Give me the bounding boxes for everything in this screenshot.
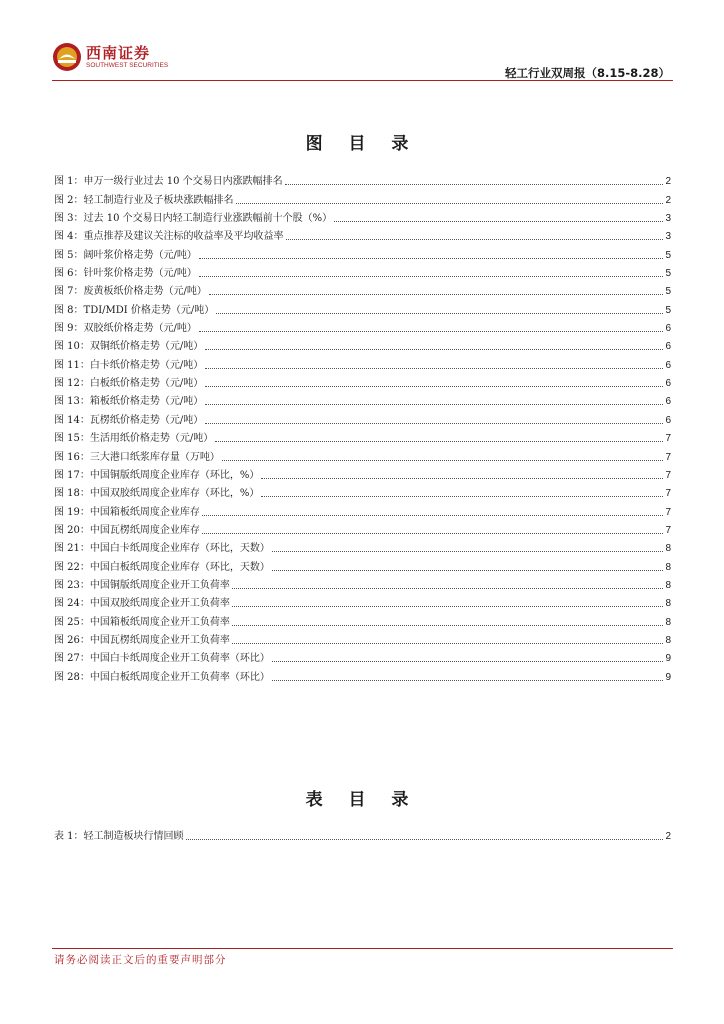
- toc-entry[interactable]: [54, 280, 671, 298]
- toc-dot-leader: [272, 570, 664, 571]
- toc-entry-page[interactable]: 2: [665, 176, 671, 188]
- toc-entry-label[interactable]: 图 12：白板纸价格走势（元/吨）: [54, 378, 204, 390]
- toc-entry[interactable]: [54, 243, 671, 261]
- toc-entry-page[interactable]: 6: [665, 414, 671, 426]
- page-header: [0, 0, 724, 84]
- toc-dot-leader: [334, 221, 663, 222]
- toc-entry[interactable]: [54, 500, 671, 518]
- toc-entry-label[interactable]: 图 15：生活用纸价格走势（元/吨）: [54, 433, 214, 445]
- toc-entry[interactable]: [54, 629, 671, 647]
- toc-entry-page[interactable]: 6: [665, 359, 671, 371]
- toc-entry-label[interactable]: 图 2：轻工制造行业及子板块涨跌幅排名: [54, 194, 234, 206]
- toc-entry[interactable]: [54, 335, 671, 353]
- logo-mark-icon: [52, 42, 82, 72]
- toc-entry-page[interactable]: 6: [665, 323, 671, 335]
- toc-entry-label[interactable]: 图 21：中国白卡纸周度企业库存（环比，天数）: [54, 543, 270, 555]
- toc-entry[interactable]: [54, 298, 671, 316]
- table-toc-list: [54, 825, 671, 843]
- toc-entry[interactable]: [54, 647, 671, 665]
- toc-entry-label[interactable]: 图 11：白卡纸价格走势（元/吨）: [54, 359, 204, 371]
- header-divider: [52, 80, 673, 81]
- toc-entry-page[interactable]: 6: [665, 378, 671, 390]
- toc-dot-leader: [232, 588, 664, 589]
- report-title: 轻工行业双周报（8.15-8.28）: [504, 66, 670, 80]
- toc-entry-page[interactable]: 8: [665, 598, 671, 610]
- toc-entry-label[interactable]: 图 26：中国瓦楞纸周度企业开工负荷率: [54, 634, 230, 646]
- toc-dot-leader: [222, 460, 664, 461]
- toc-dot-leader: [236, 203, 664, 204]
- toc-entry[interactable]: [54, 317, 671, 335]
- toc-entry-page[interactable]: 5: [665, 268, 671, 280]
- footer-disclaimer: 请务必阅读正文后的重要声明部分: [54, 954, 227, 966]
- toc-entry[interactable]: [54, 665, 671, 683]
- toc-entry[interactable]: [54, 262, 671, 280]
- toc-dot-leader: [261, 496, 663, 497]
- toc-entry-page[interactable]: 6: [665, 396, 671, 408]
- toc-entry-page[interactable]: 7: [665, 469, 671, 481]
- toc-entry[interactable]: [54, 372, 671, 390]
- toc-entry-page[interactable]: 5: [665, 249, 671, 261]
- toc-entry[interactable]: [54, 427, 671, 445]
- toc-dot-leader: [199, 276, 664, 277]
- toc-entry-label[interactable]: 图 13：箱板纸价格走势（元/吨）: [54, 396, 204, 408]
- toc-entry-page[interactable]: 8: [665, 543, 671, 555]
- toc-entry-label[interactable]: 图 8：TDI/MDI 价格走势（元/吨）: [54, 304, 215, 316]
- toc-entry-label[interactable]: 图 20：中国瓦楞纸周度企业库存: [54, 524, 200, 536]
- toc-entry-label[interactable]: 图 16：三大港口纸浆库存量（万吨）: [54, 451, 220, 463]
- toc-entry-page[interactable]: 5: [665, 304, 671, 316]
- toc-entry-label[interactable]: 图 28：中国白板纸周度企业开工负荷率（环比）: [54, 671, 270, 683]
- toc-dot-leader: [205, 404, 663, 405]
- toc-entry[interactable]: [54, 825, 671, 843]
- toc-dot-leader: [286, 239, 664, 240]
- toc-entry-page[interactable]: 8: [665, 561, 671, 573]
- toc-entry[interactable]: [54, 170, 671, 188]
- toc-entry-page[interactable]: 7: [665, 488, 671, 500]
- toc-entry-page[interactable]: 9: [665, 653, 671, 665]
- toc-entry[interactable]: [54, 610, 671, 628]
- toc-entry-page[interactable]: 8: [665, 579, 671, 591]
- toc-entry-label[interactable]: 图 17：中国铜版纸周度企业库存（环比，%）: [54, 469, 260, 481]
- toc-entry[interactable]: [54, 482, 671, 500]
- toc-dot-leader: [199, 258, 664, 259]
- toc-entry-label[interactable]: 图 3：过去 10 个交易日内轻工制造行业涨跌幅前十个股（%）: [54, 213, 333, 225]
- toc-entry-label[interactable]: 图 27：中国白卡纸周度企业开工负荷率（环比）: [54, 653, 270, 665]
- toc-entry-label[interactable]: 图 7：废黄板纸价格走势（元/吨）: [54, 286, 207, 298]
- toc-entry-label[interactable]: 图 14：瓦楞纸价格走势（元/吨）: [54, 414, 204, 426]
- toc-entry[interactable]: [54, 225, 671, 243]
- toc-dot-leader: [285, 184, 664, 185]
- toc-entry-label[interactable]: 表 1：轻工制造板块行情回顾: [54, 831, 184, 843]
- table-toc-title: 表 目 录: [305, 790, 419, 810]
- toc-entry[interactable]: [54, 464, 671, 482]
- logo-name-en: SOUTHWEST SECURITIES: [86, 62, 169, 69]
- toc-entry[interactable]: [54, 592, 671, 610]
- toc-dot-leader: [202, 515, 664, 516]
- toc-entry-label[interactable]: 图 24：中国双胶纸周度企业开工负荷率: [54, 598, 230, 610]
- toc-entry[interactable]: [54, 408, 671, 426]
- figure-toc-list: [54, 170, 671, 684]
- toc-entry-label[interactable]: 图 5：阔叶浆价格走势（元/吨）: [54, 249, 197, 261]
- toc-entry-label[interactable]: 图 1：申万一级行业过去 10 个交易日内涨跌幅排名: [54, 176, 283, 188]
- company-logo: [52, 40, 182, 76]
- toc-dot-leader: [272, 661, 664, 662]
- toc-entry-label[interactable]: 图 6：针叶浆价格走势（元/吨）: [54, 268, 197, 280]
- toc-dot-leader: [272, 680, 664, 681]
- toc-entry[interactable]: [54, 574, 671, 592]
- toc-entry-page[interactable]: 8: [665, 634, 671, 646]
- toc-entry-page[interactable]: 7: [665, 433, 671, 445]
- toc-entry[interactable]: [54, 390, 671, 408]
- toc-entry-page[interactable]: 5: [665, 286, 671, 298]
- toc-entry-label[interactable]: 图 25：中国箱板纸周度企业开工负荷率: [54, 616, 230, 628]
- figure-toc-title: 图 目 录: [305, 134, 419, 154]
- footer-divider: [52, 948, 673, 949]
- toc-entry-page[interactable]: 3: [665, 213, 671, 225]
- toc-entry-label[interactable]: 图 19：中国箱板纸周度企业库存: [54, 506, 200, 518]
- toc-entry-page[interactable]: 6: [665, 341, 671, 353]
- toc-entry-label[interactable]: 图 9：双胶纸价格走势（元/吨）: [54, 323, 197, 335]
- toc-dot-leader: [232, 625, 664, 626]
- toc-entry[interactable]: [54, 188, 671, 206]
- toc-dot-leader: [205, 349, 663, 350]
- toc-dot-leader: [232, 643, 664, 644]
- toc-entry-page[interactable]: 2: [665, 194, 671, 206]
- toc-entry[interactable]: [54, 207, 671, 225]
- toc-dot-leader: [261, 478, 663, 479]
- toc-entry-label[interactable]: 图 10：双铜纸价格走势（元/吨）: [54, 341, 204, 353]
- toc-entry[interactable]: [54, 519, 671, 537]
- toc-dot-leader: [209, 294, 664, 295]
- toc-dot-leader: [215, 441, 663, 442]
- toc-dot-leader: [202, 533, 664, 534]
- toc-entry[interactable]: [54, 353, 671, 371]
- toc-entry-page[interactable]: 2: [665, 831, 671, 843]
- toc-dot-leader: [199, 331, 664, 332]
- logo-name-cn: 西南证券: [86, 44, 151, 62]
- toc-dot-leader: [186, 839, 664, 840]
- toc-entry-label[interactable]: 图 22：中国白板纸周度企业库存（环比，天数）: [54, 561, 270, 573]
- toc-entry[interactable]: [54, 555, 671, 573]
- toc-entry[interactable]: [54, 445, 671, 463]
- toc-dot-leader: [205, 386, 663, 387]
- toc-dot-leader: [232, 606, 664, 607]
- toc-entry-page[interactable]: 7: [665, 506, 671, 518]
- toc-dot-leader: [272, 551, 664, 552]
- toc-entry-label[interactable]: 图 4：重点推荐及建议关注标的收益率及平均收益率: [54, 231, 284, 243]
- toc-entry-page[interactable]: 3: [665, 231, 671, 243]
- toc-dot-leader: [205, 423, 663, 424]
- toc-dot-leader: [205, 368, 663, 369]
- toc-entry-page[interactable]: 8: [665, 616, 671, 628]
- toc-entry-page[interactable]: 9: [665, 671, 671, 683]
- toc-entry-label[interactable]: 图 18：中国双胶纸周度企业库存（环比，%）: [54, 488, 260, 500]
- toc-dot-leader: [216, 313, 663, 314]
- toc-entry-label[interactable]: 图 23：中国铜版纸周度企业开工负荷率: [54, 579, 230, 591]
- toc-entry-page[interactable]: 7: [665, 451, 671, 463]
- toc-entry[interactable]: [54, 537, 671, 555]
- toc-entry-page[interactable]: 7: [665, 524, 671, 536]
